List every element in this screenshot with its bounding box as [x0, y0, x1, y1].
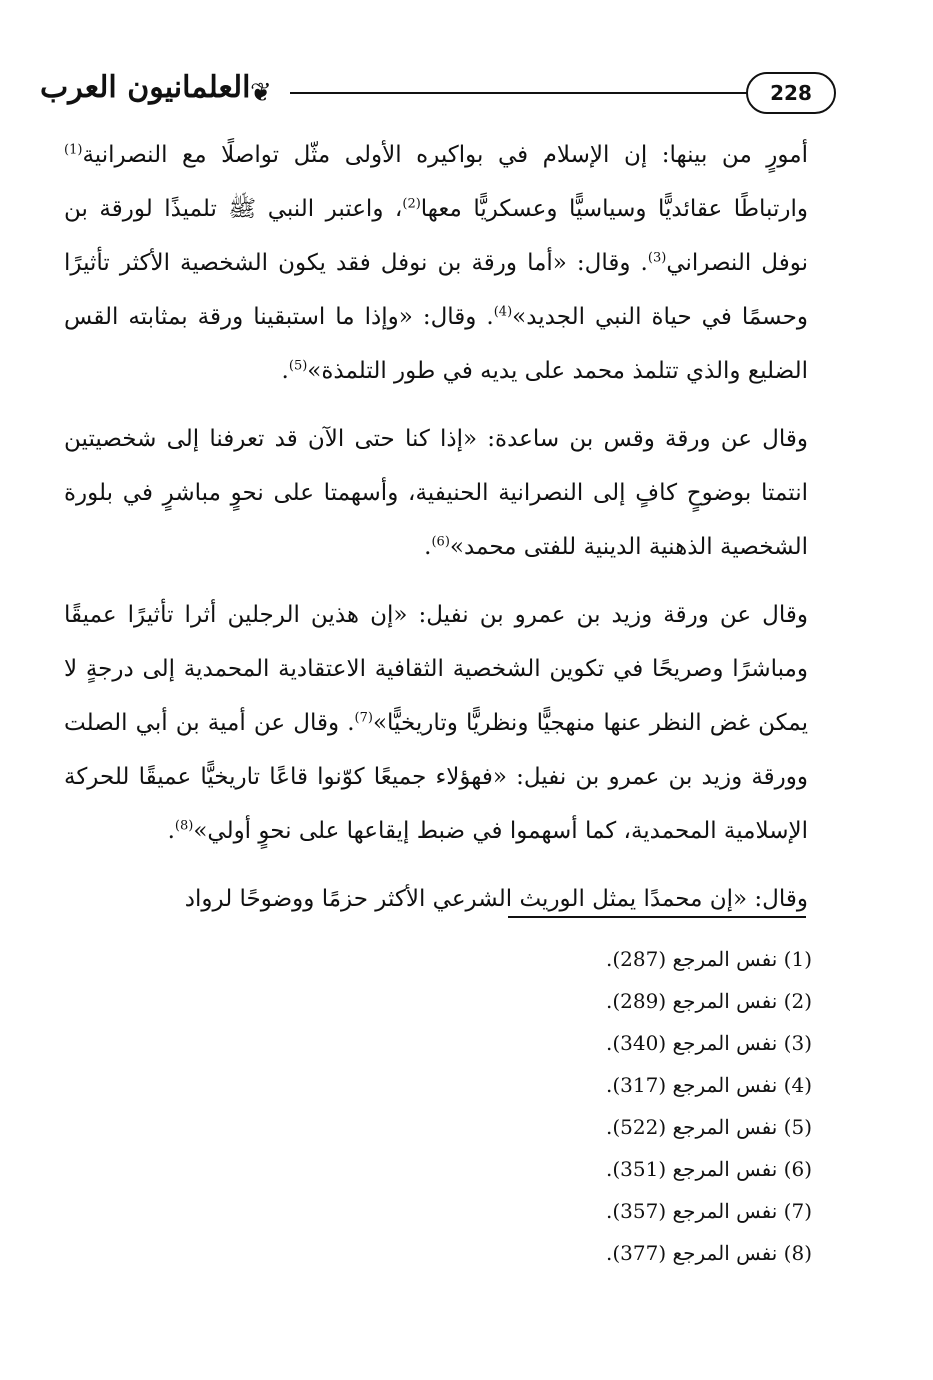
footnote-item: (3) نفس المرجع (340). [605, 1031, 812, 1055]
paragraph [64, 128, 808, 398]
main-text [64, 128, 808, 940]
footnote-item: (1) نفس المرجع (287). [605, 947, 812, 971]
footnote-item: (8) نفس المرجع (377). [605, 1241, 812, 1265]
ornament-icon: ❦ [250, 78, 272, 108]
footnote-item: (5) نفس المرجع (522). [605, 1115, 812, 1139]
footnote-ref: (7) [354, 710, 373, 726]
text-run: وقال عن ورقة وزيد بن عمرو بن نفيل: «إن هذين الرجلين أثرا تأثيرًا عميقًا ومباشرًا وصريحًا في تكوين الشخصية الثقافية الاعتقادية المحمدية إلى درجةٍ لا يمكن غض النظر عنها منهجيًّا ونظريًّا وتاريخيًّا» [64, 602, 809, 736]
paragraph [64, 412, 808, 574]
text-run: . وقال: «وإذا ما استبقينا ورقة بمثابته القس الضليع والذي تتلمذ محمد على يديه في طور التلمذة» [64, 304, 808, 384]
book-title: العلمانيون العرب [40, 70, 251, 105]
footnote-separator [508, 916, 806, 918]
footnote-item: (7) نفس المرجع (357). [605, 1199, 812, 1223]
footnote-ref: (8) [174, 818, 194, 834]
text-run: ، واعتبر النبي ﷺ تلميذًا لورقة بن نوفل النصراني [64, 196, 809, 276]
text-run: . [424, 534, 432, 560]
text-run: أمورٍ من بينها: إن الإسلام في بواكيره الأولى مثّل تواصلًا مع النصرانية [82, 142, 808, 168]
footnote-ref: (1) [64, 142, 83, 158]
paragraph [64, 588, 808, 858]
page-number: 228 [746, 72, 836, 114]
text-run: . وقال عن أمية بن أبي الصلت وورقة وزيد بن عمرو بن نفيل: «فهؤلاء جميعًا كوّنوا قاعًا تاريخيًّا عميقًا للحركة الإسلامية المحمدية، كما أسهموا في ضبط إيقاعها على نحوٍ أولي» [64, 710, 808, 844]
footnote-ref: (2) [402, 196, 421, 212]
header-rule [290, 92, 768, 94]
paragraph [64, 872, 808, 926]
running-header [40, 66, 820, 122]
text-run: وقال عن ورقة وقس بن ساعدة: «إذا كنا حتى الآن قد تعرفنا إلى شخصيتين انتمتا بوضوحٍ كافٍ إلى النصرانية الحنيفية، وأسهمتا على نحوٍ مباشرٍ في بلورة الشخصية الذهنية الدينية للفتى محمد» [64, 426, 808, 560]
footnote-ref: (5) [288, 358, 308, 374]
footnote-ref: (3) [647, 250, 667, 266]
footnote-item: (2) نفس المرجع (289). [605, 989, 812, 1013]
text-run: وقال: «إن محمدًا يمثل الوريث الشرعي الأكثر حزمًا ووضوحًا لرواد [184, 886, 808, 912]
footnote-item: (6) نفس المرجع (351). [605, 1157, 812, 1181]
text-run: . وقال: «أما ورقة بن نوفل فقد يكون الشخصية الأكثر تأثيرًا وحسمًا في حياة النبي الجديد» [64, 250, 808, 330]
text-run: . [281, 358, 289, 384]
footnotes [500, 938, 812, 1274]
footnote-ref: (4) [493, 304, 513, 320]
text-run: وارتباطًا عقائديًّا وسياسيًّا وعسكريًّا معها [420, 196, 809, 222]
footnote-item: (4) نفس المرجع (317). [605, 1073, 812, 1097]
footnote-ref: (6) [431, 534, 450, 550]
text-run: . [167, 818, 175, 844]
